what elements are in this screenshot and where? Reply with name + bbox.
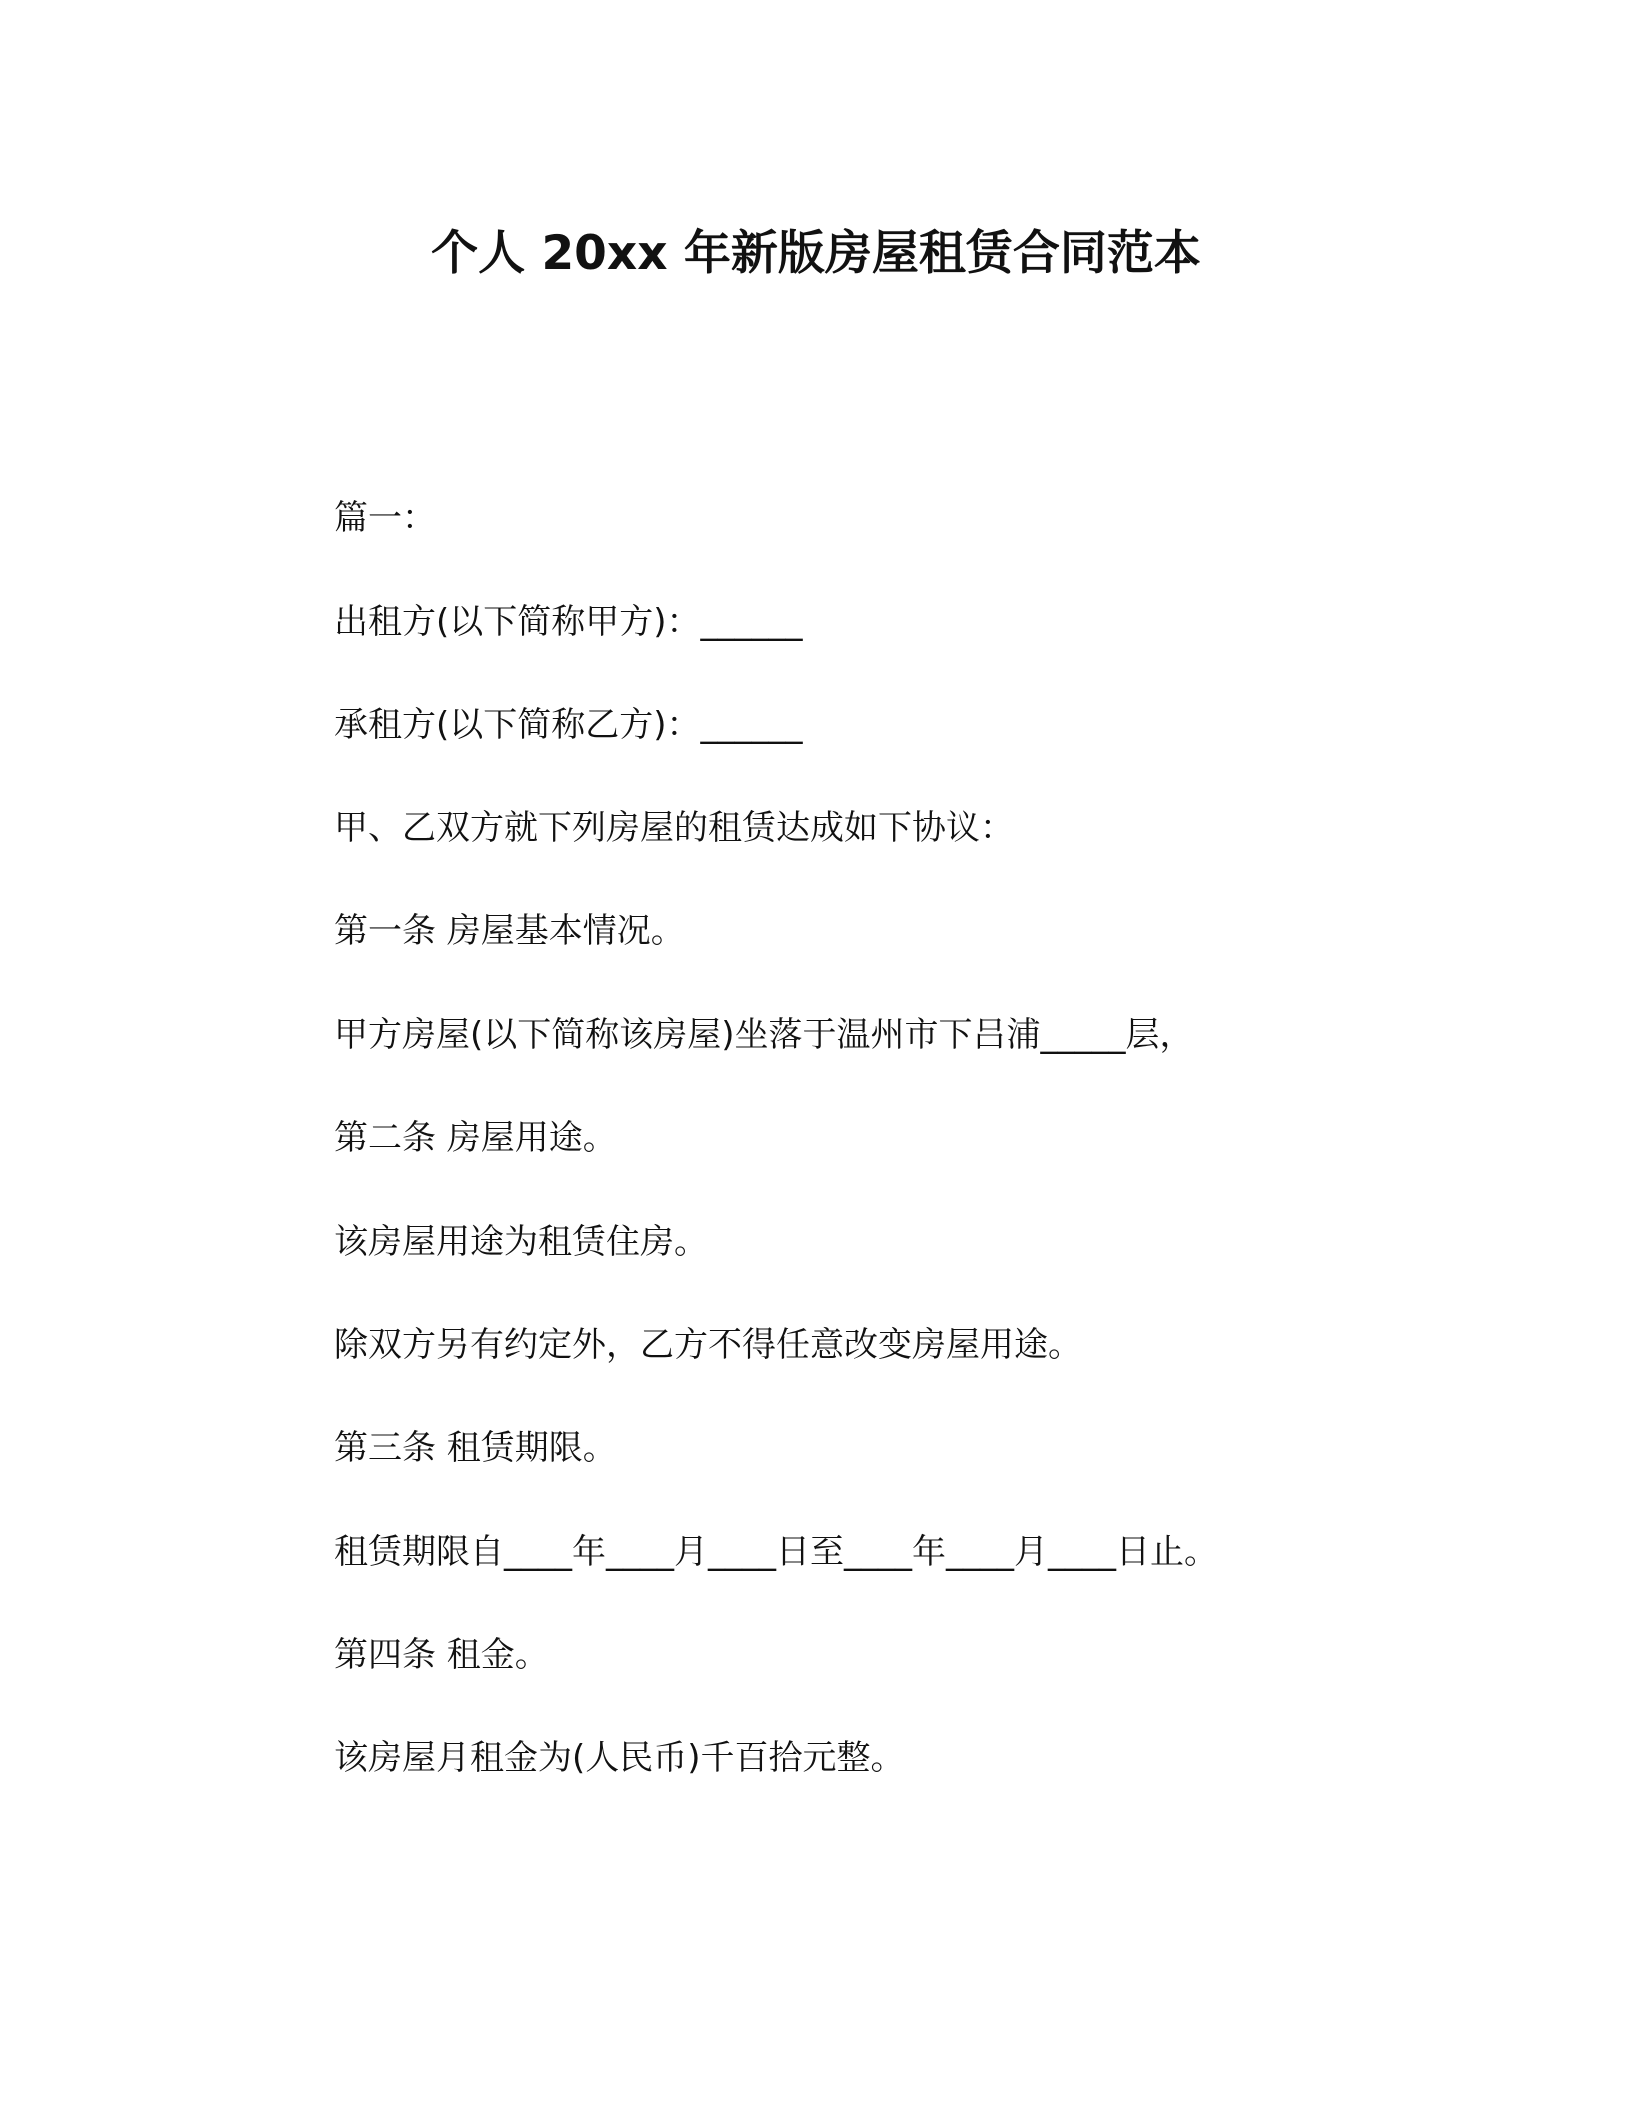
article-4-heading: 第四条 租金。 [334,1635,549,1675]
article-3-text: 租赁期限自____年____月____日至____年____月____日止。 [334,1532,1218,1572]
article-1-text: 甲方房屋(以下简称该房屋)坐落于温州市下吕浦_____层， [334,1015,1194,1055]
article-2-text: 该房屋用途为租赁住房。 [334,1222,708,1262]
article-3-heading: 第三条 租赁期限。 [334,1428,617,1468]
article-2-heading: 第二条 房屋用途。 [334,1118,617,1158]
article-1-heading: 第一条 房屋基本情况。 [334,911,685,951]
section-heading: 篇一： [334,498,436,538]
document-title: 个人 20xx 年新版房屋租赁合同范本 [431,226,1201,281]
agreement-intro: 甲、乙双方就下列房屋的租赁达成如下协议： [334,808,1014,848]
lessee-line: 承租方(以下简称乙方)：______ [334,705,803,745]
article-4-text: 该房屋月租金为(人民币)千百拾元整。 [334,1738,905,1778]
lessor-line: 出租方(以下简称甲方)：______ [334,602,803,642]
article-2-text-2: 除双方另有约定外，乙方不得任意改变房屋用途。 [334,1325,1082,1365]
